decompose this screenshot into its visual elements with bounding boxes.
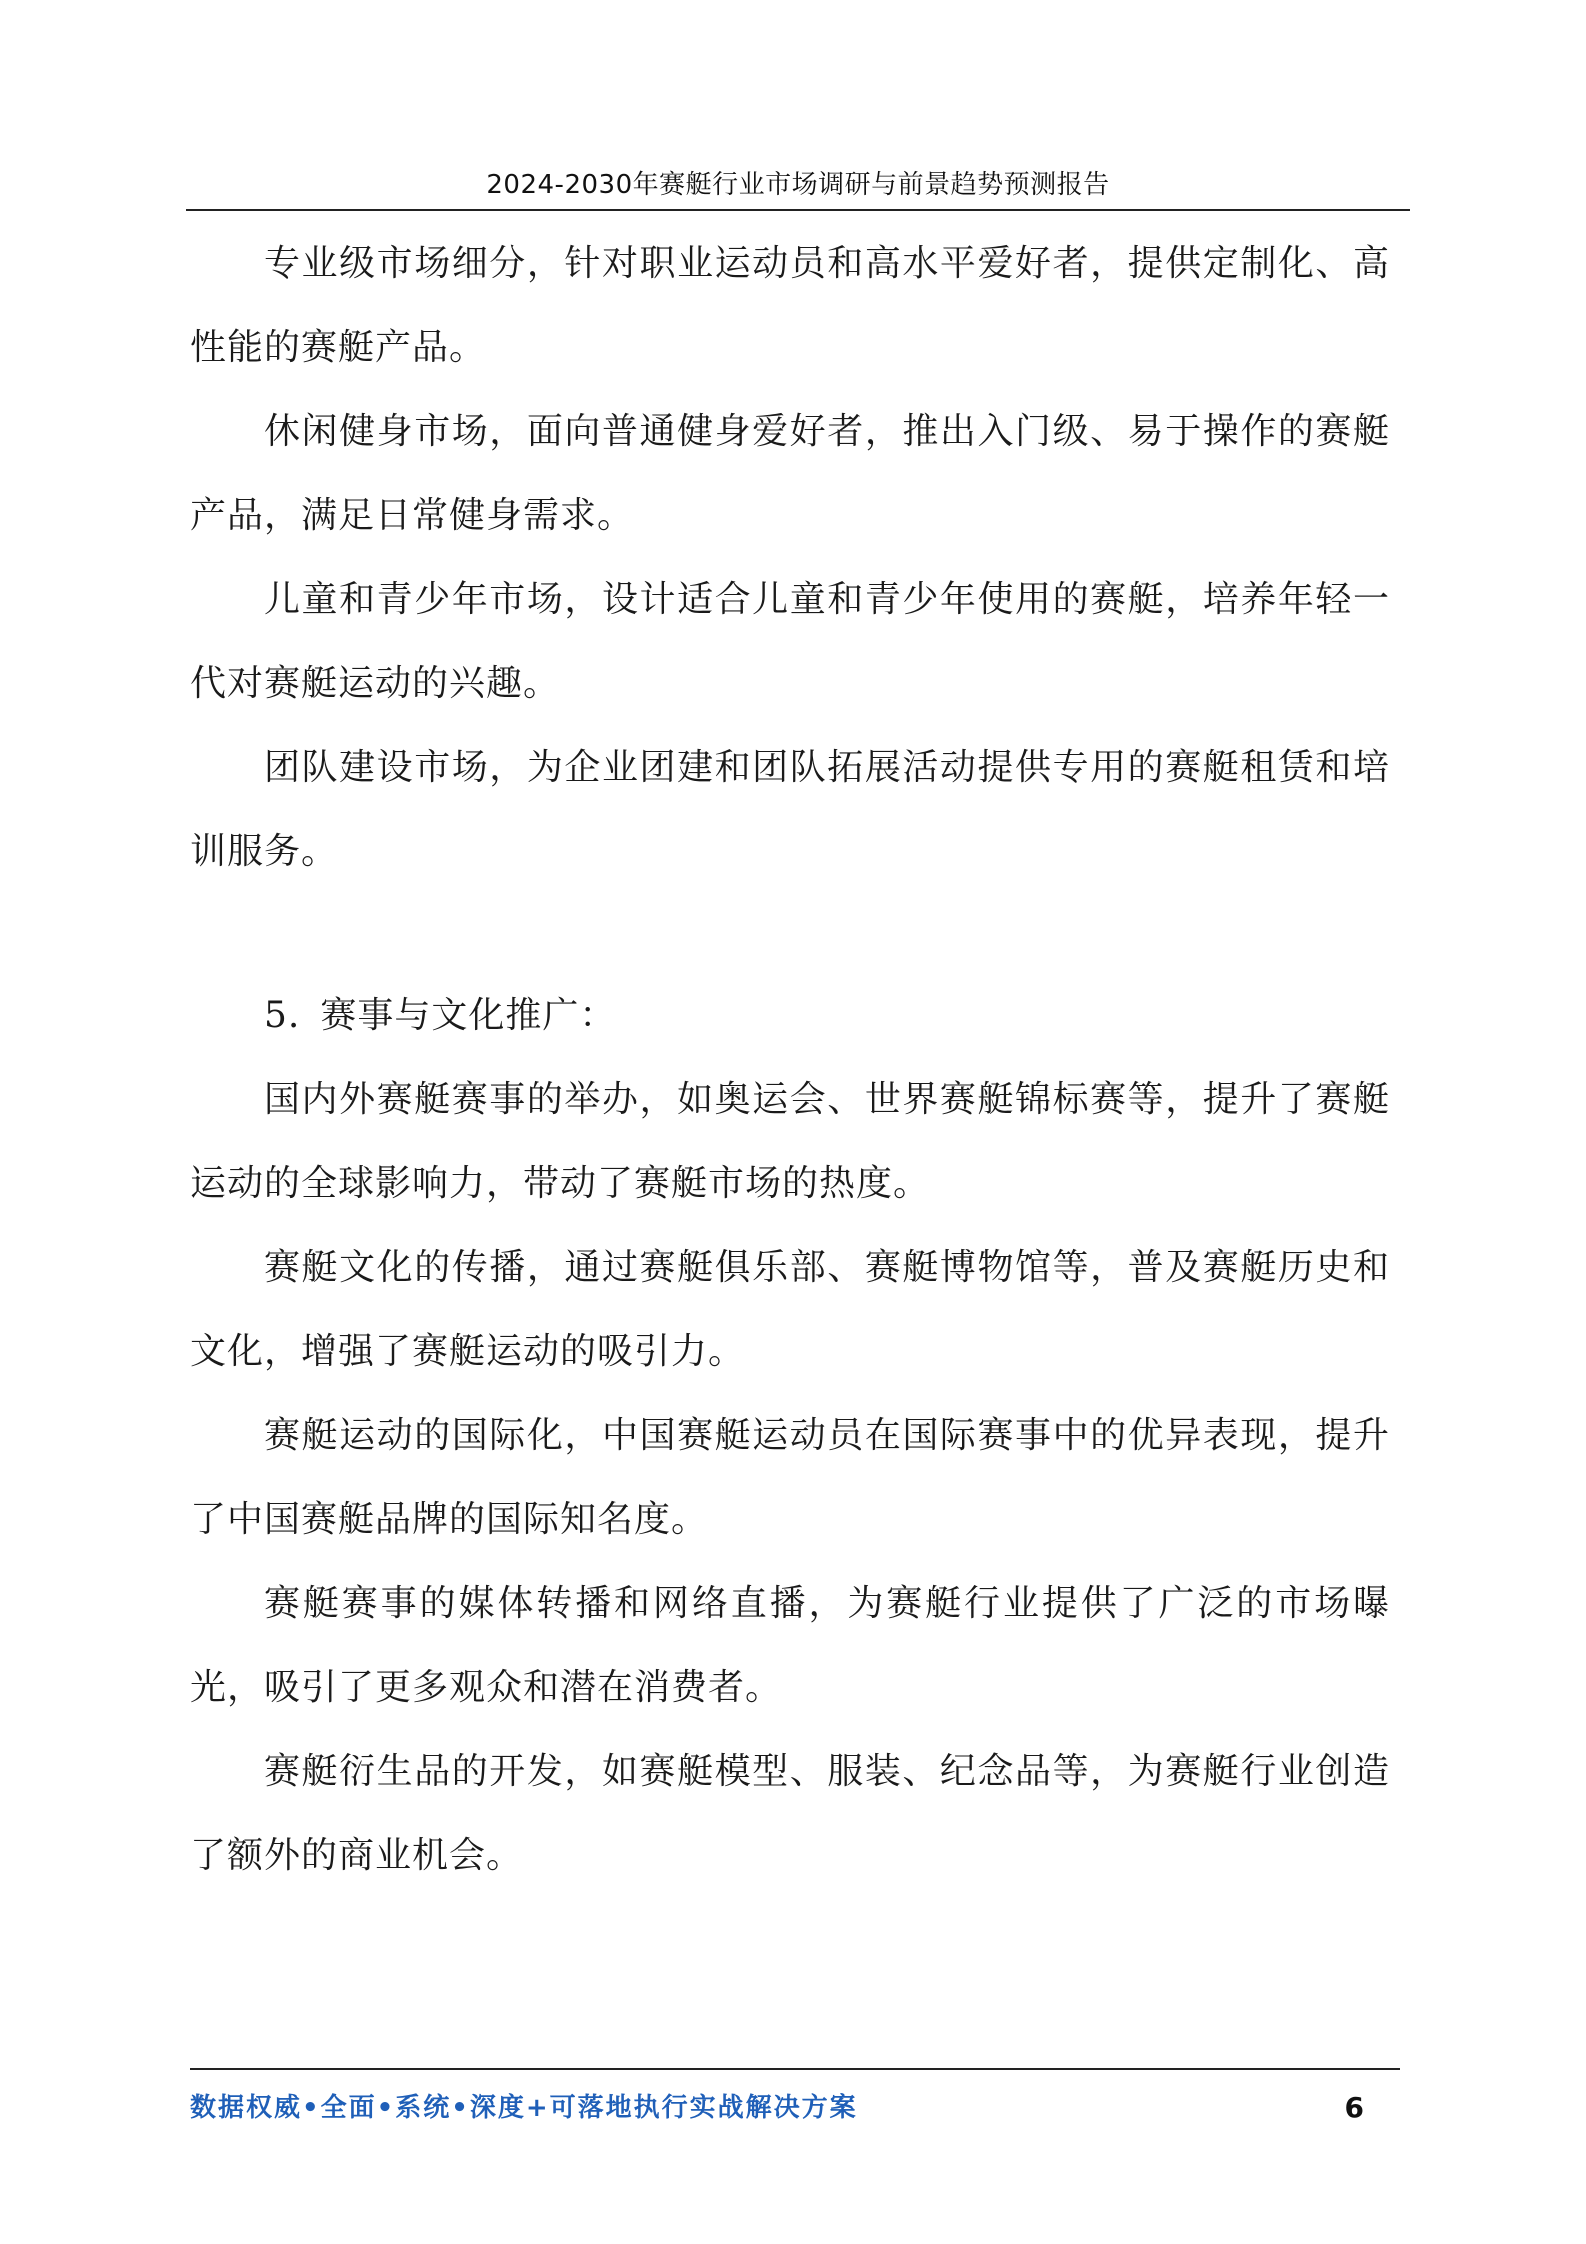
paragraph-merchandise: 赛艇衍生品的开发，如赛艇模型、服装、纪念品等，为赛艇行业创造了额外的商业机会。: [190, 1751, 1390, 1876]
page-header-title: 2024-2030年赛艇行业市场调研与前景趋势预测报告: [486, 170, 1110, 200]
header-divider: [186, 209, 1410, 211]
footer-slogan: 数据权威•全面•系统•深度+可落地执行实战解决方案: [190, 2093, 858, 2123]
section-title: 赛事与文化推广：: [320, 995, 617, 1036]
paragraph-professional-market: 专业级市场细分，针对职业运动员和高水平爱好者，提供定制化、高性能的赛艇产品。: [190, 243, 1390, 368]
paragraph-events: 国内外赛艇赛事的举办，如奥运会、世界赛艇锦标赛等，提升了赛艇运动的全球影响力，带动了赛艇市场的热度。: [190, 1079, 1390, 1204]
paragraph-media-broadcast: 赛艇赛事的媒体转播和网络直播，为赛艇行业提供了广泛的市场曝光，吸引了更多观众和潜在消费者。: [190, 1583, 1390, 1708]
section-heading: [190, 974, 1390, 1058]
document-body: [190, 222, 1390, 1898]
paragraph-youth-market: 儿童和青少年市场，设计适合儿童和青少年使用的赛艇，培养年轻一代对赛艇运动的兴趣。: [190, 579, 1390, 704]
section-number: 5.: [264, 995, 301, 1036]
paragraph-leisure-fitness-market: 休闲健身市场，面向普通健身爱好者，推出入门级、易于操作的赛艇产品，满足日常健身需求。: [190, 411, 1390, 536]
paragraph-culture: 赛艇文化的传播，通过赛艇俱乐部、赛艇博物馆等，普及赛艇历史和文化，增强了赛艇运动的吸引力。: [190, 1247, 1390, 1372]
footer-divider: [190, 2068, 1400, 2070]
paragraph-internationalization: 赛艇运动的国际化，中国赛艇运动员在国际赛事中的优异表现，提升了中国赛艇品牌的国际知名度。: [190, 1415, 1390, 1540]
page-number: 6: [1344, 2091, 1364, 2124]
paragraph-team-building-market: 团队建设市场，为企业团建和团队拓展活动提供专用的赛艇租赁和培训服务。: [190, 747, 1390, 872]
